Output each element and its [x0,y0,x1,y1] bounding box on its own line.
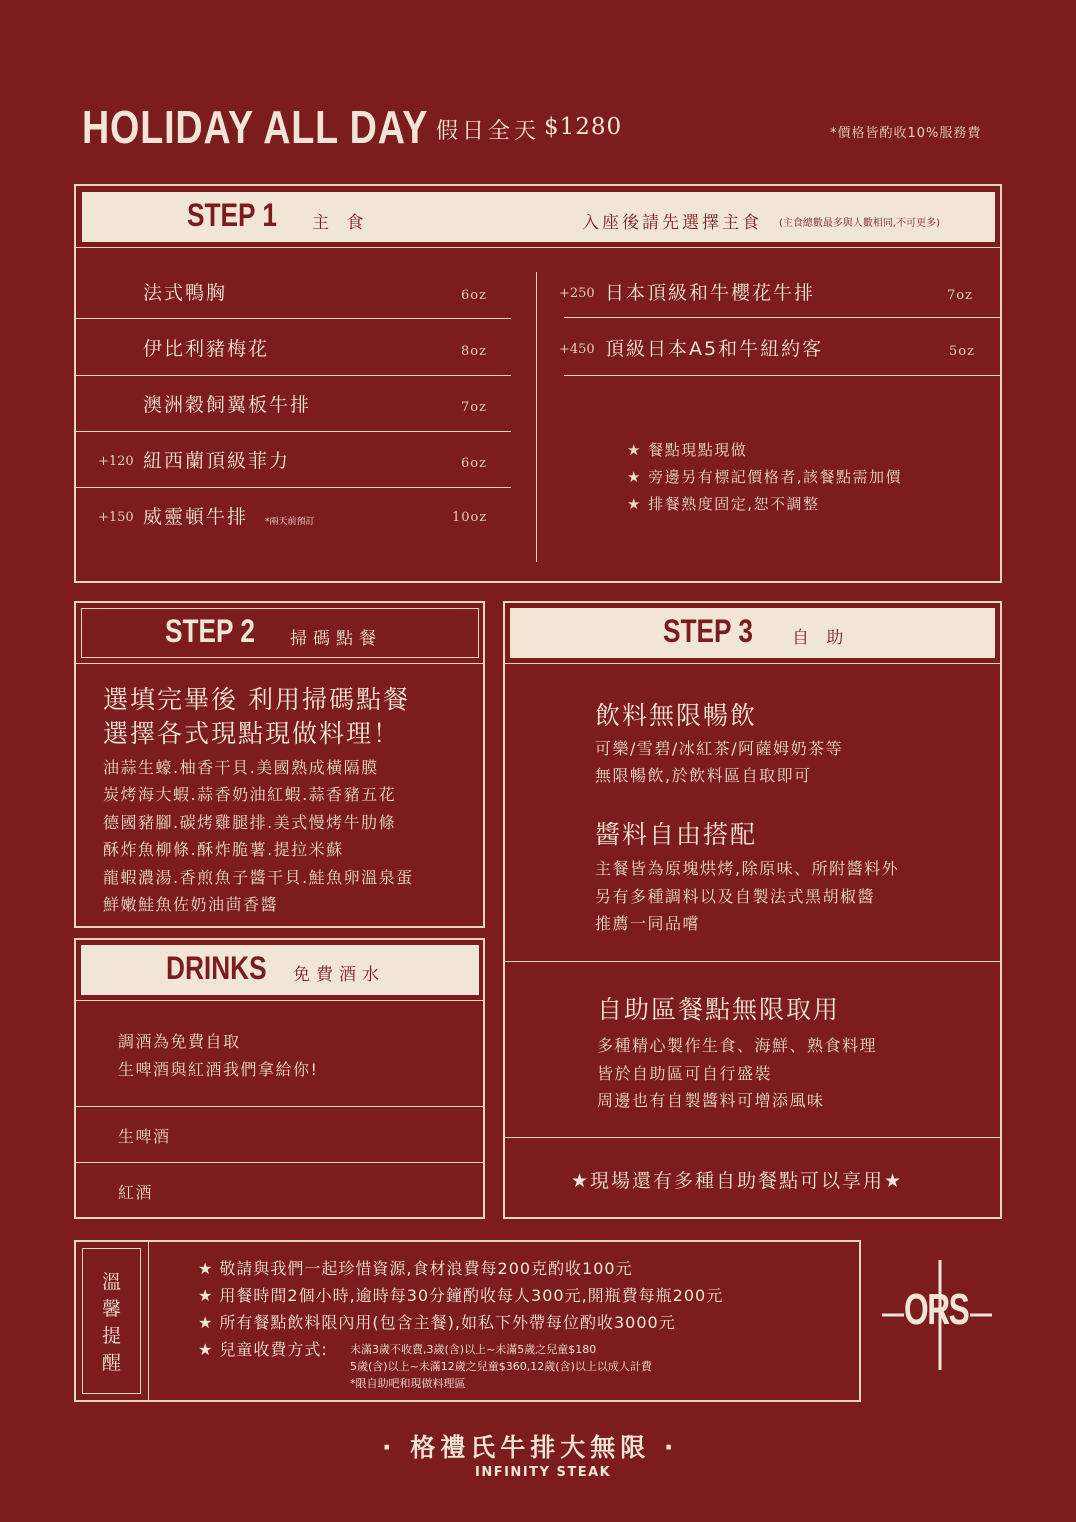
menu-item-weight: 5oz [949,344,975,359]
step2-dish-line: 龍蝦濃湯.香煎魚子醬干貝.鮭魚卵溫泉蛋 [103,868,414,887]
drinks-name: 免費酒水 [293,965,385,985]
menu-item-name: 法式鴨胸 [143,282,228,304]
divider [74,1000,485,1001]
brand-logo-icon [880,1258,994,1372]
menu-item-name: 伊比利豬梅花 [143,338,270,360]
step3-banner [510,608,995,658]
step3-section-title: 飲料無限暢飲 [595,701,758,730]
divider [536,272,537,562]
step2-dish-line: 油蒜生蠔.柚香干貝.美國熟成橫隔膜 [103,758,379,777]
brand-name: · 格禮氏牛排大無限 · [382,1433,679,1462]
menu-item-note: *兩天前預訂 [265,517,315,527]
item-surcharge: +150 [98,510,134,525]
divider [74,487,511,488]
step2-dish-line: 炭烤海大蝦.蒜香奶油紅蝦.蒜香豬五花 [103,785,397,804]
reminder-children-line: 未滿3歲不收費,3歲(含)以上~未滿5歲之兒童$180 [350,1343,597,1356]
divider [74,375,511,376]
menu-item-weight: 8oz [461,344,487,359]
menu-item-weight: 7oz [461,400,487,415]
step1-note: ★ 旁邊另有標記價格者,該餐點需加價 [627,468,902,486]
divider [74,318,511,319]
reminder-children-label: ★ 兒童收費方式: [198,1340,328,1359]
step3-section-line: 主餐皆為原塊烘烤,除原味、所附醬料外 [595,859,900,878]
service-charge-note: *價格皆酌收10%服務費 [830,126,982,141]
menu-item-name: 頂級日本A5和牛紐約客 [605,338,824,360]
reminder-children-line: 5歲(含)以上~未滿12歲之兒童$360,12歲(含)以上以成人計費 [350,1360,652,1373]
menu-item-name: 日本頂級和牛櫻花牛排 [605,282,816,304]
divider [564,375,1002,376]
step3-label: STEP 3 [663,613,753,649]
step3-section-line: 推薦一同品嚐 [595,914,701,933]
drinks-intro: 生啤酒與紅酒我們拿給你! [118,1060,319,1079]
item-surcharge: +120 [98,454,134,469]
divider [564,317,1002,318]
item-surcharge: +250 [559,286,595,301]
divider [74,663,485,664]
step1-name: 主 食 [312,213,370,233]
divider [74,247,1002,248]
item-surcharge: +450 [559,342,595,357]
menu-item-name: 威靈頓牛排 [143,506,249,528]
reminder-line: ★ 所有餐點飲料限內用(包含主餐),如私下外帶每位酌收3000元 [198,1313,676,1332]
step1-instruction: 入座後請先選擇主食 [582,213,762,233]
brand-name-en: INFINITY STEAK [475,1465,612,1480]
drinks-intro: 調酒為免費自取 [118,1032,241,1051]
menu-item-weight: 10oz [452,510,488,525]
step3-name: 自 助 [792,628,850,648]
step2-label: STEP 2 [165,613,255,649]
step3-section-title: 醬料自由搭配 [595,820,758,849]
divider [74,1162,485,1163]
step3-section-line: 多種精心製作生食、海鮮、熟食料理 [597,1036,878,1055]
step3-footer: ★現場還有多種自助餐點可以享用★ [571,1170,904,1192]
step3-section-line: 周邊也有自製醬料可增添風味 [597,1091,825,1110]
step3-panel [503,601,1002,1219]
step1-note: ★ 餐點現點現做 [627,441,748,459]
step1-instruction-note: (主食總數最多與人數相同,不可更多) [779,218,940,229]
drink-item: 紅酒 [118,1183,154,1202]
step3-section-line: 皆於自助區可自行盛裝 [597,1064,773,1083]
divider [503,663,1002,664]
menu-item-name: 紐西蘭頂級菲力 [143,450,291,472]
step2-headline: 選填完畢後 利用掃碼點餐 [103,685,410,714]
menu-item-name: 澳洲穀飼翼板牛排 [143,394,312,416]
step3-section-line: 無限暢飲,於飲料區自取即可 [595,766,812,785]
step1-label: STEP 1 [187,197,277,233]
reminder-label-char: 提 [102,1325,122,1347]
reminder-label-char: 醒 [102,1352,122,1374]
menu-item-weight: 6oz [461,456,487,471]
step2-headline: 選擇各式現點現做料理！ [103,719,401,748]
step2-name: 掃碼點餐 [290,629,382,649]
page-subtitle: 假日全天 [436,119,541,144]
step1-banner [82,192,995,242]
reminder-label-char: 溫 [102,1271,122,1293]
reminder-children-line: *限自助吧和現做料理區 [350,1377,466,1390]
page-title: HOLIDAY ALL DAY [82,101,429,153]
step3-section-line: 另有多種調料以及自製法式黑胡椒醬 [595,887,876,906]
divider [503,1137,1002,1138]
reminder-line: ★ 敬請與我們一起珍惜資源,食材浪費每200克酌收100元 [198,1259,633,1278]
divider [148,1240,149,1402]
drink-item: 生啤酒 [118,1127,171,1146]
page-price: $1280 [544,114,623,140]
step2-dish-line: 鮮嫩鮭魚佐奶油茴香醬 [103,895,279,914]
menu-item-weight: 6oz [461,288,487,303]
reminder-label-char: 馨 [102,1298,122,1320]
step1-note: ★ 排餐熟度固定,恕不調整 [627,495,820,513]
step3-section-line: 可樂/雪碧/冰紅茶/阿薩姆奶茶等 [595,739,844,758]
reminder-line: ★ 用餐時間2個小時,逾時每30分鐘酌收每人300元,開瓶費每瓶200元 [198,1286,724,1305]
step2-banner [81,608,479,658]
divider [74,431,511,432]
divider [74,1106,485,1107]
step3-section-title: 自助區餐點無限取用 [597,995,841,1024]
step2-dish-line: 酥炸魚柳條.酥炸脆薯.提拉米蘇 [103,840,344,859]
step2-dish-line: 德國豬腳.碳烤雞腿排.美式慢烤牛肋條 [103,813,397,832]
brand-logo-text: ORS [904,1285,969,1334]
drinks-label: DRINKS [166,950,267,986]
drinks-banner [81,945,479,995]
menu-item-weight: 7oz [947,288,973,303]
divider [503,961,1002,962]
